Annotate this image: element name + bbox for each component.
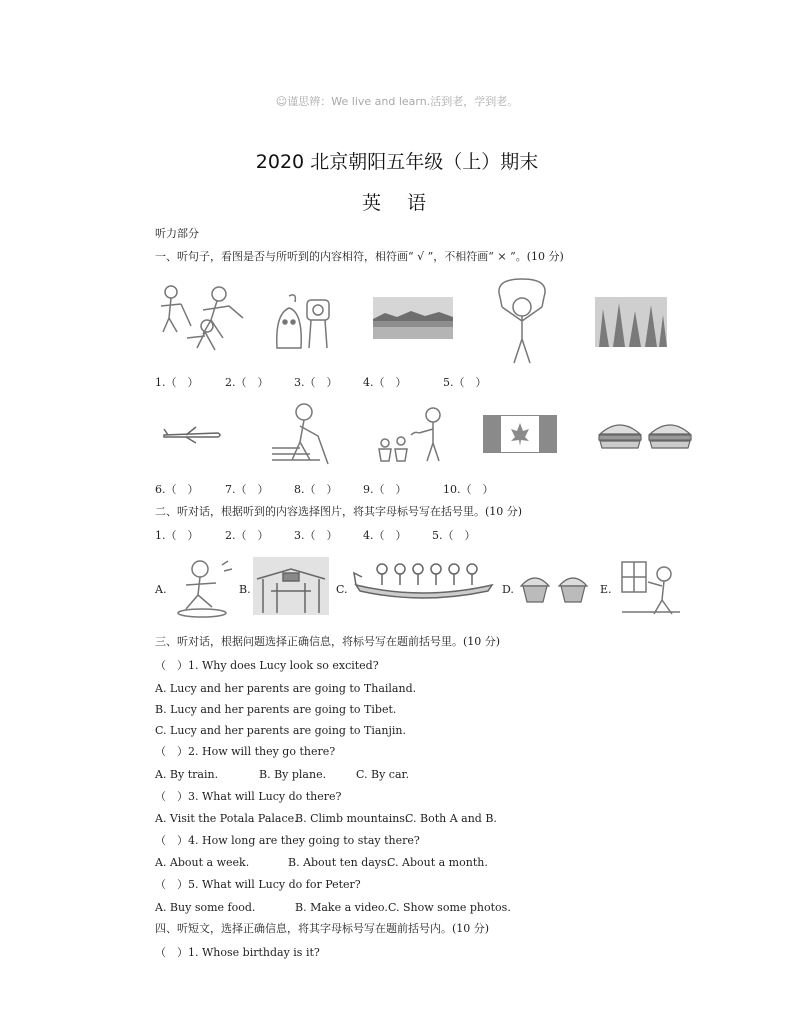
chinese-gate-picture — [253, 557, 329, 615]
s3-q4: （ ）4. How long are they going to stay there? — [155, 834, 420, 847]
section3-heading: 三、听对话，根据问题选择正确信息，将标号写在题前括号里。(10 分) — [155, 635, 501, 648]
canada-flag-picture — [483, 415, 557, 453]
s3-q1: （ ）1. Why does Lucy look so excited? — [155, 659, 379, 672]
s2-q2-blank: 2.（ ） — [225, 529, 269, 542]
s3-q3-option-a: A. Visit the Potala Palace. — [155, 812, 298, 825]
girl-skipping-rope-picture — [492, 277, 552, 367]
s3-q3: （ ）3. What will Lucy do there? — [155, 790, 342, 803]
option-b-label: B. — [239, 583, 251, 596]
watermark: ☺谨思辨：We live and learn.活到老，学到老。 — [275, 95, 519, 108]
q7-blank: 7.（ ） — [225, 483, 269, 496]
s3-q2: （ ）2. How will they go there? — [155, 745, 336, 758]
q8-blank: 8.（ ） — [294, 483, 338, 496]
airplane-picture — [162, 425, 222, 445]
q2-blank: 2.（ ） — [225, 376, 269, 389]
halloween-costumes-picture — [271, 290, 333, 352]
s3-q2-option-b: B. By plane. — [259, 768, 327, 781]
s3-q2-option-a: A. By train. — [155, 768, 219, 781]
boy-skating-picture — [170, 557, 234, 619]
section2-heading: 二、听对话，根据听到的内容选择图片，将其字母标号写在括号里。(10 分) — [155, 505, 523, 518]
s3-q5-option-c: C. Show some photos. — [388, 901, 511, 914]
s2-q3-blank: 3.（ ） — [294, 529, 338, 542]
s2-q4-blank: 4.（ ） — [363, 529, 407, 542]
section1-heading: 一、听句子，看图是否与所听到的内容相符，相符画“ √ ”，不相符画“ × ”。(10 分) — [155, 250, 564, 263]
stone-forest-photo-picture — [595, 297, 667, 347]
option-e-label: E. — [600, 583, 612, 596]
hockey-players-picture — [157, 282, 247, 356]
s3-q5-option-a: A. Buy some food. — [155, 901, 256, 914]
listening-label: 听力部分 — [155, 227, 199, 240]
q4-blank: 4.（ ） — [363, 376, 407, 389]
s3-q4-option-b: B. About ten days. — [288, 856, 391, 869]
q9-blank: 9.（ ） — [363, 483, 407, 496]
hamburgers-picture — [596, 418, 696, 452]
s3-q1-option-a: A. Lucy and her parents are going to Thailand. — [155, 682, 417, 695]
stadium-photo-picture — [373, 297, 453, 339]
s3-q3-option-b: B. Climb mountains. — [295, 812, 409, 825]
s2-q1-blank: 1.（ ） — [155, 529, 199, 542]
option-a-label: A. — [155, 583, 167, 596]
q10-blank: 10.（ ） — [443, 483, 494, 496]
dragon-boat-picture — [352, 557, 496, 599]
q1-blank: 1.（ ） — [155, 376, 199, 389]
s3-q4-option-c: C. About a month. — [387, 856, 488, 869]
s3-q2-option-c: C. By car. — [356, 768, 410, 781]
s4-q1: （ ）1. Whose birthday is it? — [155, 946, 320, 959]
s3-q4-option-a: A. About a week. — [155, 856, 250, 869]
s3-q1-option-b: B. Lucy and her parents are going to Tibet. — [155, 703, 397, 716]
section4-heading: 四、听短文，选择正确信息，将其字母标号写在题前括号内。(10 分) — [155, 922, 490, 935]
s3-q5: （ ）5. What will Lucy do for Peter? — [155, 878, 361, 891]
s3-q3-option-c: C. Both A and B. — [405, 812, 497, 825]
boy-sweeping-picture — [270, 402, 332, 468]
boy-watering-flowers-picture — [375, 405, 455, 465]
page-subtitle: 英语 — [361, 192, 452, 214]
option-d-label: D. — [502, 583, 514, 596]
s3-q1-option-c: C. Lucy and her parents are going to Tianjin. — [155, 724, 406, 737]
boy-cleaning-window-picture — [620, 560, 682, 616]
q6-blank: 6.（ ） — [155, 483, 199, 496]
s2-q5-blank: 5.（ ） — [432, 529, 476, 542]
page-title: 2020 北京朝阳五年级（上）期末 — [255, 151, 539, 173]
q3-blank: 3.（ ） — [294, 376, 338, 389]
s3-q5-option-b: B. Make a video. — [295, 901, 388, 914]
option-c-label: C. — [336, 583, 348, 596]
cupcakes-picture — [517, 570, 593, 604]
q5-blank: 5.（ ） — [443, 376, 487, 389]
